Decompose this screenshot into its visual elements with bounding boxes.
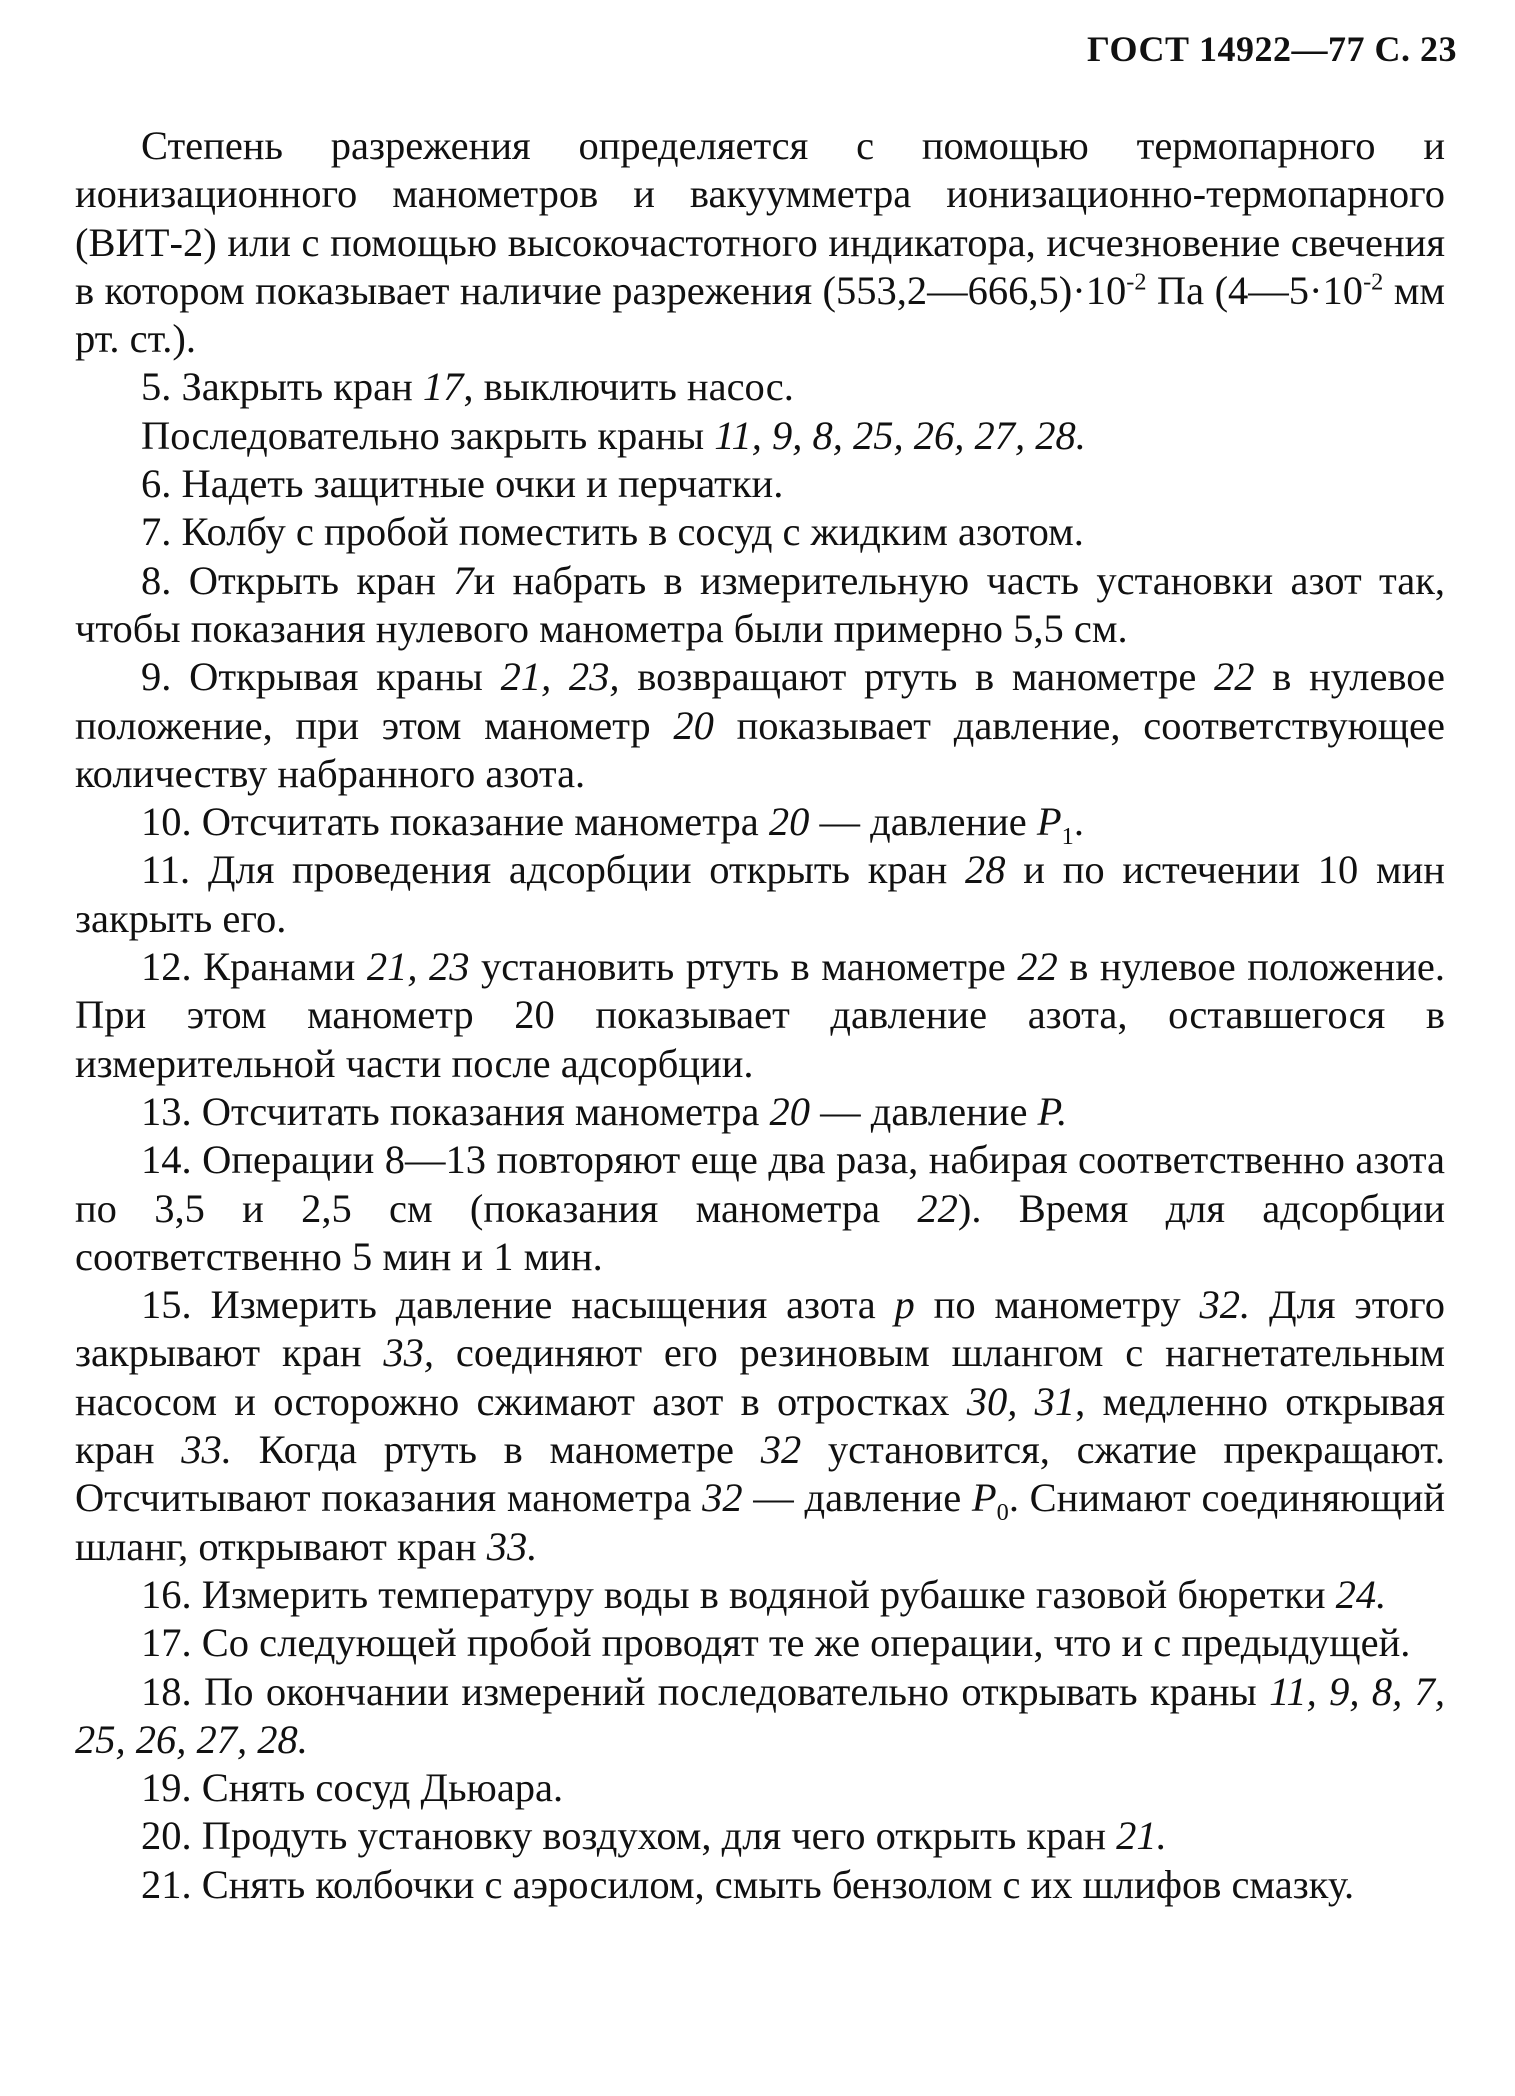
step-text: Отсчитать показание манометра	[191, 799, 769, 845]
step-text: в нулевое положение, при этом манометр	[75, 654, 1445, 748]
step-text: Закрыть кран	[171, 364, 423, 410]
step-text: Последовательно закрыть краны	[141, 412, 715, 458]
step-number: 15.	[141, 1282, 192, 1328]
valve-ref: 11, 9, 8, 25, 26, 27, 28.	[714, 412, 1086, 458]
valve-ref: 21, 23,	[500, 654, 620, 700]
intro-text-3: мм рт. ст.).	[75, 267, 1445, 362]
manometer-ref: 32	[702, 1475, 743, 1521]
step-number: 14.	[141, 1137, 192, 1183]
step-18	[75, 1668, 1445, 1765]
step-text: . Снимают соединяющий шланг, открывают кран	[75, 1475, 1445, 1569]
step-text: в нулевое положение. При этом манометр 20 показывает давление азота, оставшегося в измерительной части после адсорбции.	[75, 944, 1446, 1086]
page-header: ГОСТ 14922—77 С. 23	[1087, 29, 1457, 69]
step-9	[75, 653, 1445, 798]
step-number: 5.	[141, 364, 172, 410]
step-number: 21.	[141, 1861, 192, 1907]
manometer-ref: 20	[768, 799, 810, 845]
step-8	[75, 557, 1445, 654]
step-number: 16.	[141, 1571, 192, 1617]
step-number: 13.	[141, 1088, 192, 1134]
pressure-subscript: 0	[996, 1499, 1009, 1527]
step-number: 18.	[141, 1668, 192, 1714]
step-text: и по истечении 10 мин закрыть его.	[75, 847, 1445, 941]
step-number: 19.	[141, 1765, 192, 1811]
valve-ref: 33.	[181, 1427, 232, 1473]
manometer-ref: 22	[917, 1185, 958, 1231]
step-text: , выключить насос.	[463, 364, 794, 410]
step-text: показывает давление, соответствующее количеству набранного азота.	[75, 702, 1445, 796]
manometer-ref: 22	[1214, 654, 1255, 700]
step-text: Измерить температуру воды в водяной рубашке газовой бюретки	[191, 1571, 1336, 1617]
step-16	[75, 1571, 1445, 1619]
step-number: 7.	[141, 509, 172, 555]
manometer-ref: 20	[769, 1088, 810, 1134]
step-14	[75, 1136, 1445, 1281]
step-text: Измерить давление насыщения азота	[191, 1282, 895, 1328]
step-text: Для проведения адсорбции открыть кран	[190, 847, 966, 893]
step-text: Колбу с пробой поместить в сосуд с жидким азотом.	[171, 509, 1084, 555]
intro-text-2: Па (4—5·10	[1146, 267, 1364, 313]
step-text: — давление	[809, 1088, 1038, 1134]
intro-exponent-2: -2	[1363, 268, 1384, 296]
paragraph-intro	[75, 122, 1445, 363]
valve-ref: 21.	[1116, 1813, 1167, 1859]
valve-ref: 11, 9, 8, 7, 25, 26, 27, 28.	[75, 1668, 1445, 1762]
step-text: установить ртуть в манометре	[469, 944, 1018, 990]
pressure-symbol: P	[1036, 799, 1062, 845]
step-text: Продуть установку воздухом, для чего открыть кран	[191, 1813, 1117, 1859]
step-number: 17.	[141, 1620, 192, 1666]
document-body	[75, 122, 1445, 1909]
branch-ref: 30, 31	[966, 1378, 1076, 1424]
step-text: Открывая краны	[171, 654, 501, 700]
step-text: По окончании измерений последовательно открывать краны	[191, 1668, 1270, 1714]
step-number: 11.	[141, 847, 191, 893]
step-text: Когда ртуть в манометре	[231, 1427, 761, 1473]
step-number: 9.	[141, 654, 172, 700]
pressure-subscript: 1	[1061, 823, 1074, 851]
manometer-ref: 32.	[1199, 1282, 1251, 1328]
step-text: Операции 8—13 повторяют еще два раза, набирая соответственно азота по 3,5 и 2,5 см (показания манометра	[75, 1137, 1445, 1231]
step-text: Кранами	[191, 944, 367, 990]
step-text: Со следующей пробой проводят те же операции, что и с предыдущей.	[191, 1620, 1411, 1666]
valve-ref: 21, 23	[366, 944, 470, 990]
step-17	[75, 1619, 1445, 1667]
intro-text: Степень разрежения определяется с помощью термопарного и ионизационного манометров и вакуумметра ионизационно-термопарного (ВИТ-2) или с помощью высокочастотного индикатора, исчезновение свечения в котором показывает наличие разрежения (553,2—666,5)·10	[75, 123, 1445, 313]
valve-ref: 7	[453, 557, 474, 603]
step-text: по манометру	[914, 1282, 1200, 1328]
step-5	[75, 363, 1445, 411]
step-text: Для этого закрывают кран	[75, 1282, 1445, 1376]
step-text: , медленно открывая кран	[75, 1378, 1445, 1473]
pressure-symbol: p	[894, 1282, 915, 1328]
manometer-ref: 22	[1017, 944, 1058, 990]
manometer-ref: 20	[673, 702, 714, 748]
step-5-continuation	[75, 412, 1445, 460]
burette-ref: 24.	[1335, 1571, 1387, 1617]
step-text: установится, сжатие прекращают. Отсчитывают показания манометра	[75, 1427, 1445, 1521]
step-number: 10.	[141, 799, 192, 845]
step-text: Отсчитать показания манометра	[191, 1088, 770, 1134]
step-number: 12.	[141, 944, 192, 990]
step-text: и набрать в измерительную часть установки азот так, чтобы показания нулевого манометра были примерно 5,5 см.	[75, 557, 1445, 651]
step-text: ). Время для адсорбции соответственно 5 мин и 1 мин.	[75, 1185, 1445, 1279]
step-text: соединяют его резиновым шлангом с нагнетательным насосом и осторожно сжимают азот в отростках	[75, 1330, 1445, 1424]
step-number: 8.	[141, 557, 172, 603]
valve-ref: 17	[422, 364, 464, 410]
step-11	[75, 846, 1445, 943]
step-text: Открыть кран	[171, 557, 454, 603]
step-15	[75, 1281, 1445, 1571]
intro-exponent: -2	[1126, 268, 1147, 296]
step-13	[75, 1088, 1445, 1136]
pressure-symbol: P.	[1037, 1088, 1068, 1134]
valve-ref: 28	[965, 847, 1006, 893]
step-21	[75, 1861, 1445, 1909]
step-number: 6.	[141, 461, 172, 507]
pressure-symbol: P	[971, 1475, 997, 1521]
step-text: Снять колбочки с аэросилом, смыть бензолом с их шлифов смазку.	[191, 1861, 1355, 1907]
step-10	[75, 798, 1445, 851]
step-12	[75, 943, 1445, 1088]
step-text: Надеть защитные очки и перчатки.	[171, 461, 784, 507]
manometer-ref: 32	[760, 1427, 802, 1473]
step-text: — давление	[742, 1475, 972, 1521]
step-20	[75, 1812, 1445, 1860]
valve-ref: 33,	[383, 1330, 434, 1376]
step-text: .	[1073, 799, 1084, 845]
step-6	[75, 460, 1445, 508]
step-text: Снять сосуд Дьюара.	[191, 1765, 564, 1811]
step-number: 20.	[141, 1813, 192, 1859]
step-19	[75, 1764, 1445, 1812]
step-text: возвращают ртуть в манометре	[619, 654, 1215, 700]
valve-ref: 33.	[486, 1523, 538, 1569]
step-text: — давление	[809, 799, 1037, 845]
step-7	[75, 508, 1445, 556]
